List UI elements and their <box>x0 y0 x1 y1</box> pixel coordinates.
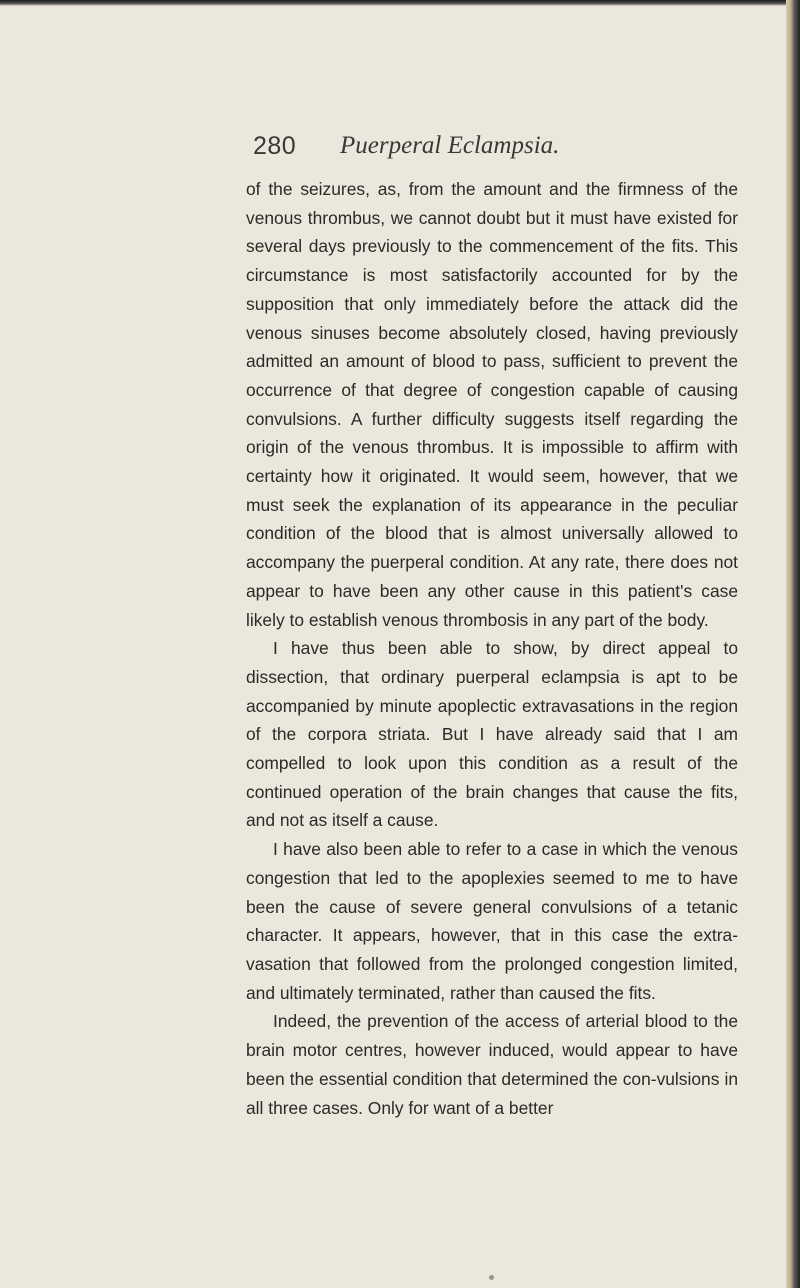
paragraph: I have also been able to refer to a case in which the venous congestion that led to the apoplexies seemed to me to have been the cause of severe general convulsions of a tetanic character. It appears, however, that in this case the extra-vasation that followed from the prolonged congestion limited, and ultimately terminated, rather than caused the fits. <box>246 839 738 1003</box>
body-text <box>246 175 738 1122</box>
paragraph-continued: of the seizures, as, from the amount and the firmness of the venous thrombus, we cannot doubt but it must have existed for several days previously to the commencement of the fits. This circumstance is most satisfactorily accounted for by the supposition that only immediately before the attack did the venous sinuses become absolutely closed, having previously admitted an amount of blood to pass, sufficient to prevent the occurrence of that degree of congestion capable of causing convulsions. A further difficulty suggests itself regarding the origin of the venous thrombus. It is impossible to affirm with certainty how it originated. It would seem, however, that we must seek the explanation of its appearance in the peculiar condition of the blood that is almost universally allowed to accompany the puerperal condition. At any rate, there does not appear to have been any other cause in this patient's case likely to establish venous thrombosis in any part of the body. <box>246 179 738 630</box>
paragraph: Indeed, the prevention of the access of arterial blood to the brain motor centres, however induced, would appear to have been the essential condition that determined the con-vulsions in all three cases. Only for want of a better <box>246 1011 738 1118</box>
scan-top-edge <box>0 0 800 6</box>
paper-mark <box>489 1275 494 1280</box>
scan-binding-edge <box>786 0 800 1288</box>
page-number: 280 <box>253 132 297 160</box>
paragraph: I have thus been able to show, by direct appeal to dissection, that ordinary puerperal eclampsia is apt to be accompanied by minute apoplectic extravasations in the region of the corpora striata. But I have already said that I am compelled to look upon this condition as a result of the continued operation of the brain changes that cause the fits, and not as itself a cause. <box>246 638 738 831</box>
running-title: Puerperal Eclampsia. <box>340 132 560 159</box>
running-head <box>253 132 763 172</box>
